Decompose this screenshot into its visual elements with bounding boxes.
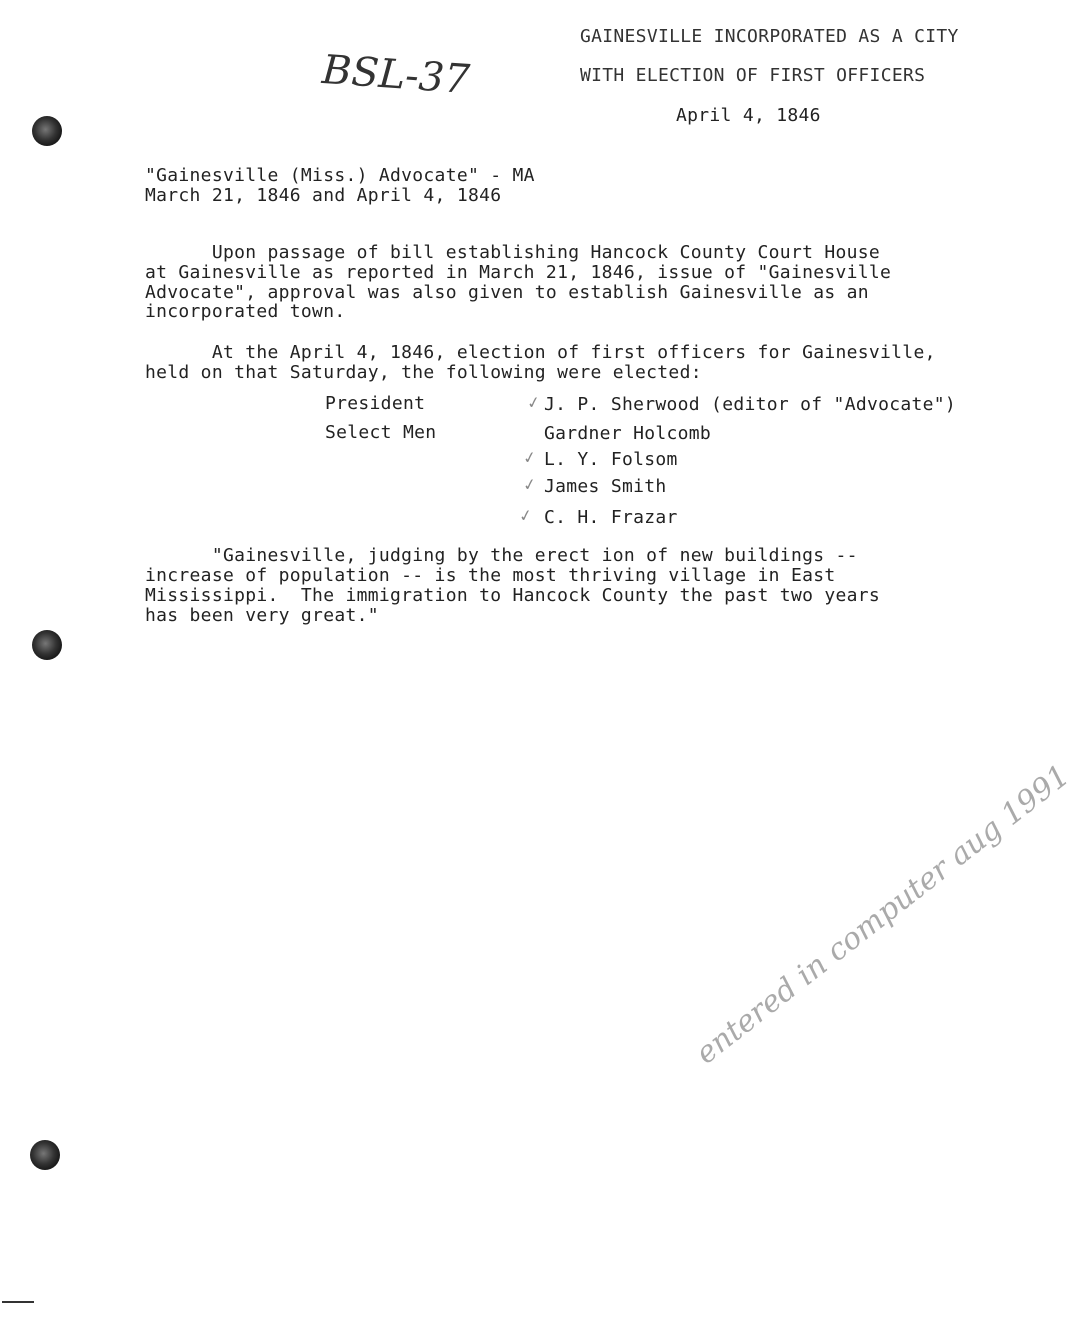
paragraph-1-line: Upon passage of bill establishing Hancock County Court House xyxy=(145,242,881,263)
officer-name: L. Y. Folsom xyxy=(544,449,678,470)
source-line1: "Gainesville (Miss.) Advocate" - MA xyxy=(145,165,535,186)
check-mark-icon: ✓ xyxy=(525,391,542,414)
officer-role: Select Men xyxy=(325,422,437,443)
quote-line: has been very great." xyxy=(145,605,379,626)
officer-role: President xyxy=(325,393,426,414)
officer-name: C. H. Frazar xyxy=(544,507,678,528)
paragraph-1-line: at Gainesville as reported in March 21, 1846, issue of "Gainesville xyxy=(145,262,892,283)
check-mark-icon: ✓ xyxy=(521,473,538,496)
punch-hole-top xyxy=(32,116,62,146)
margin-dash xyxy=(2,1301,34,1303)
officer-name: Gardner Holcomb xyxy=(544,423,712,444)
quote-line: increase of population -- is the most thriving village in East xyxy=(145,565,836,586)
header-title-line1: GAINESVILLE INCORPORATED AS A CITY xyxy=(580,26,959,47)
punch-hole-bottom xyxy=(30,1140,60,1170)
file-code-handwritten: BSL-37 xyxy=(320,46,472,104)
punch-hole-middle xyxy=(32,630,62,660)
quote-line: "Gainesville, judging by the erect ion of new buildings -- xyxy=(145,545,858,566)
quote-line: Mississippi. The immigration to Hancock County the past two years xyxy=(145,585,881,606)
source-line2: March 21, 1846 and April 4, 1846 xyxy=(145,185,502,206)
paragraph-2-line: At the April 4, 1846, election of first officers for Gainesville, xyxy=(145,342,936,363)
officer-name: James Smith xyxy=(544,476,667,497)
paragraph-2-line: held on that Saturday, the following were elected: xyxy=(145,362,702,383)
margin-note-handwritten: entered in computer aug 1991 xyxy=(689,758,1076,1072)
paragraph-1-line: Advocate", approval was also given to establish Gainesville as an xyxy=(145,282,869,303)
paragraph-1-line: incorporated town. xyxy=(145,301,346,322)
header-date: April 4, 1846 xyxy=(676,105,821,126)
header-title-line2: WITH ELECTION OF FIRST OFFICERS xyxy=(580,65,926,86)
check-mark-icon: ✓ xyxy=(517,504,534,527)
check-mark-icon: ✓ xyxy=(521,446,538,469)
officer-name: J. P. Sherwood (editor of "Advocate") xyxy=(544,394,957,415)
